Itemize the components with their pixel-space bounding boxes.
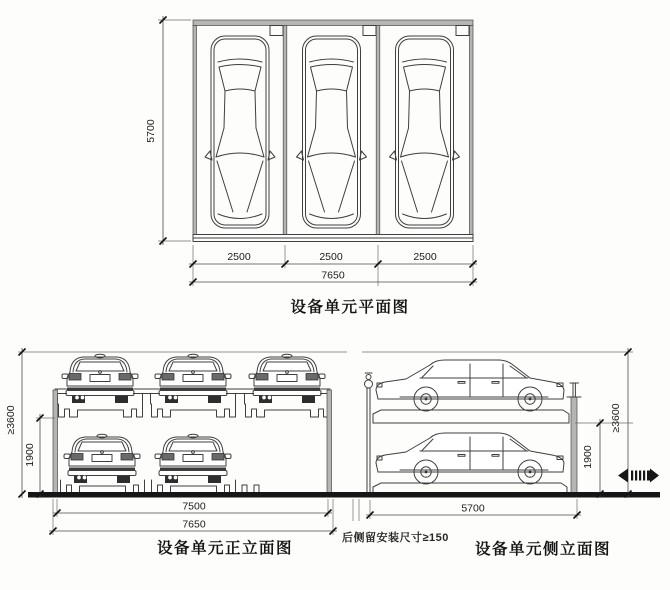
car-side-view-upper [376, 360, 564, 411]
car-rear-view-lower [64, 434, 140, 483]
dim-label-front-total-width: 7650 [182, 518, 206, 531]
plan-unit-frame [193, 20, 473, 242]
car-rear-view-upper [155, 354, 231, 403]
plan-view-title: 设备单元平面图 [290, 299, 410, 316]
dim-label-front-min-height: ≥3600 [5, 405, 17, 435]
car-top-view [297, 36, 367, 228]
dim-label-side-depth: 5700 [461, 502, 485, 515]
right-column [327, 390, 332, 494]
rear-clearance-note: 后侧留安装尺寸≥150 [342, 532, 449, 544]
car-rear-view-upper [249, 354, 325, 403]
ground-line [348, 492, 660, 498]
hoist-post [365, 373, 373, 494]
left-column [53, 390, 58, 494]
front-elevation-drawing [2, 342, 358, 540]
dim-label-plan-total: 7650 [321, 269, 345, 282]
upper-pallet [152, 404, 236, 417]
side-elevation-drawing [343, 342, 670, 542]
dim-front-lower-height [24, 414, 55, 498]
dim-label-side-min-height: ≥3600 [610, 403, 622, 433]
rear-column [567, 383, 581, 494]
lower-pallet [152, 480, 236, 493]
rear-beam [193, 20, 473, 26]
dim-side-lower-height [575, 419, 633, 498]
side-elevation [343, 342, 670, 542]
entry-exit-direction-icon [618, 469, 659, 483]
side-elevation-title: 设备单元侧立面图 [474, 541, 611, 558]
car-rear-view-lower [155, 434, 231, 483]
dim-label-plan-depth: 5700 [145, 119, 157, 143]
bay-divider [283, 26, 287, 235]
car-side-view-lower [376, 433, 564, 484]
dim-front-height [5, 348, 26, 498]
plan-view [128, 5, 498, 315]
drive-unit-box [270, 26, 283, 36]
dim-label-side-lower-height: 1900 [582, 445, 594, 469]
car-top-view [390, 36, 460, 228]
dim-label-bay-3: 2500 [413, 251, 437, 263]
upper-pallet [59, 404, 143, 417]
dim-side-depth [353, 499, 581, 521]
drive-unit-box [363, 26, 376, 36]
dim-label-bay-1: 2500 [227, 251, 251, 263]
pulley-icon [365, 380, 373, 388]
car-top-view [205, 36, 275, 228]
plan-view-drawing [128, 5, 498, 315]
dim-label-front-inner-width: 7500 [182, 500, 206, 513]
bay-divider [376, 26, 380, 235]
car-rear-view-upper [62, 354, 138, 403]
lower-pallet [61, 480, 145, 493]
dim-plan-depth [145, 16, 191, 245]
front-elevation-title: 设备单元正立面图 [156, 540, 293, 557]
ground-line [28, 492, 350, 498]
drive-unit-box [456, 26, 469, 36]
dim-label-front-lower-height: 1900 [24, 443, 36, 467]
upper-platform [373, 410, 569, 423]
dim-plan-bays [189, 245, 477, 286]
dim-front-widths [49, 499, 337, 535]
empty-slot-rail [242, 485, 259, 493]
dim-label-bay-2: 2500 [319, 251, 343, 263]
front-elevation [2, 342, 358, 540]
upper-pallet [246, 404, 330, 417]
